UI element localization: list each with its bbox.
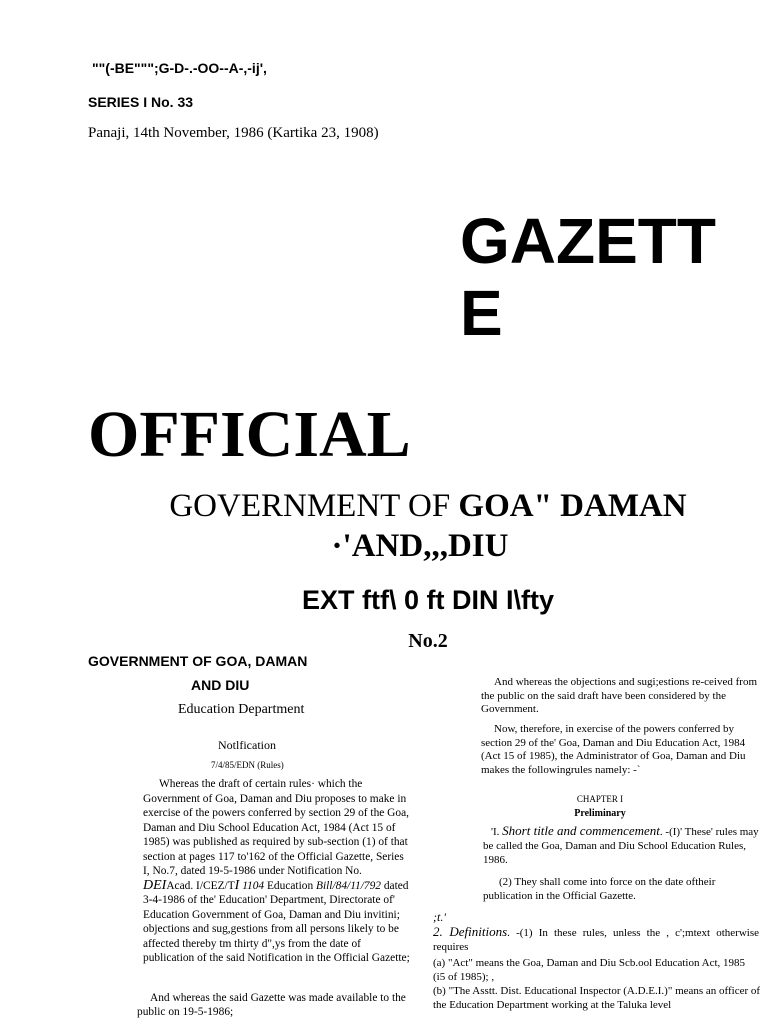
rule-2-definitions: 2. Definitions. -(1) In these rules, unless the , c';mtext otherwise requires <box>433 924 759 953</box>
definition-a: (a) "Act" means the Goa, Daman and Diu Scb.ool Education Act, 1985 (i5 of 1985); , <box>433 957 746 983</box>
department-name: Education Department <box>178 702 305 717</box>
objections-paragraph: And whereas the objections and sugi;estions re-ceived from the public on the said draft have been considered by the Government. <box>481 676 758 715</box>
enactment-paragraph: Now, therefore, in exercise of the powers conferred by section 29 of the' Goa, Daman and Diu Education Act, 1984 (Act 15 of 1985), the Administrator of Goa, Daman and Diu makes the followingrules namely: -` <box>481 723 746 776</box>
definition-b: (b) "The Asstt. Dist. Educational Inspector (A.D.E.I.)" means an officer of the Education Department working at the Taluka level <box>433 985 761 1011</box>
gazette-title: GAZETT E <box>460 205 716 349</box>
garbled-header-line: ""(-BE""";G-D-.-OO--A-,-ij', <box>92 60 267 76</box>
official-title: OFFICIAL <box>88 398 411 471</box>
gazette-availability-paragraph: And whereas the said Gazette was made available to the public on 19-5-1986; <box>137 992 406 1018</box>
notification-heading-line2: AND DIU <box>191 677 250 693</box>
notification-heading: GOVERNMENT OF GOA, DAMAN <box>88 653 308 669</box>
rule-1-short-title: 'I. Short title and commencement. -(I)' These' rules may be called the Goa, Daman and Diu School Education Rules, 1986. <box>483 823 759 866</box>
extraordinary-heading: EXT ftf\ 0 ft DIN I\fty <box>302 585 554 615</box>
stray-mark: ;t.' <box>433 910 446 924</box>
preamble-paragraph: Whereas the draft of certain rules· which the Government of Goa, Daman and Diu proposes to make in exercise of the powers conferred by section 29 of the Goa, Daman and Diu School Education Act, 1984 (Act 15 of 1985) was published as required by sub-section (1) of that section at pages 117 to'162 of the Official Gazette, Series I, No.7, dated 19-5-1986 under Notification No. DEIAcad. I/CEZ/TI 1104 Education Bill/84/11/792 dated 3-4-1986 of the' Education' Department, Directorate of' Education Government of Goa, Daman and Diu invitini; objections and sug,gestions from all persons likely to be affected thereby tm thirty d",ys from the date of publication of the said Notification in the Official Gazette; <box>143 778 410 964</box>
notification-reference: 7/4/85/EDN (Rules) <box>211 760 284 770</box>
rule-1-commencement: (2) They shall come into force on the date oftheir publication in the Official Gazette. <box>483 876 716 902</box>
government-title: GOVERNMENT OF GOA" DAMAN <box>169 488 687 524</box>
series-number: SERIES I No. 33 <box>88 94 194 110</box>
notification-label: Notlfication <box>218 738 276 752</box>
chapter-title: Preliminary <box>574 808 626 819</box>
issue-number: No.2 <box>408 630 448 652</box>
government-title-line2: ·'AND,,,DIU <box>331 528 509 564</box>
chapter-heading: CHAPTER I <box>576 794 624 804</box>
date-line: Panaji, 14th November, 1986 (Kartika 23, 1908) <box>88 125 379 141</box>
